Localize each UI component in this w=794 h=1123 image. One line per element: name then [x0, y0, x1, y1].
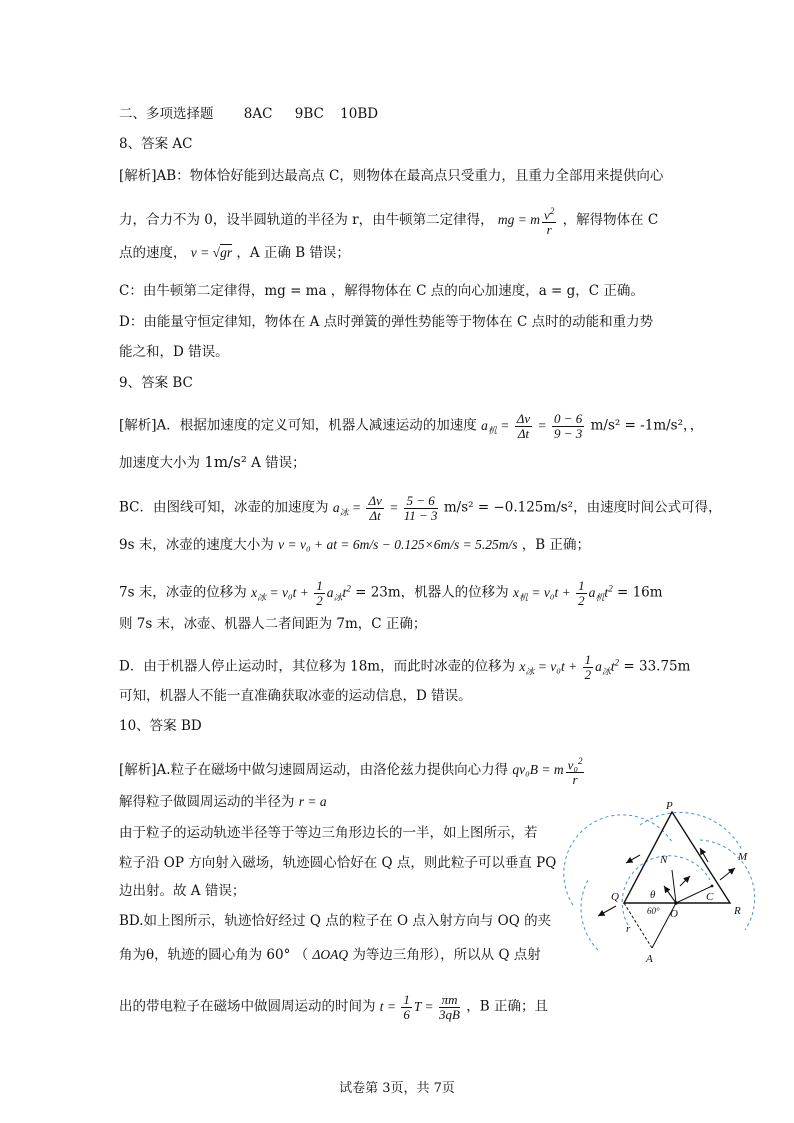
- answer-10: 10BD: [340, 106, 379, 122]
- label-theta: θ: [650, 889, 656, 901]
- q10-line-4: 粒子沿 OP 方向射入磁场，轨迹圆心恰好在 Q 点，则此粒子可以垂直 PQ: [119, 855, 557, 871]
- label-c: C: [706, 891, 714, 903]
- q8-line-6: 能之和，D 错误。: [119, 344, 229, 360]
- arrow-4: [598, 906, 616, 916]
- trajectory-arcs: [564, 812, 755, 950]
- q9-title: 9、答案 BC: [119, 375, 193, 391]
- q8-line-5: D：由能量守恒定律知，物体在 A 点时弹簧的弹性势能等于物体在 C 点时的动能和重力势: [119, 314, 654, 330]
- q10-line-6: BD.如上图所示，轨迹恰好经过 Q 点的粒子在 O 点入射方向与 OQ 的夹: [119, 913, 552, 929]
- q10-line-3: 由于粒子的运动轨迹半径等于等边三角形边长的一半，如上图所示，若: [119, 825, 538, 841]
- q9-line-5: 7s 末，冰壶的位移为 $x_冰 = v_0t$ + $\frac{1}{2}$ $a_冰t^2 = 23m$，机器人的位移为 $x_机 = v_0t$ + $\frac{1}{2}$ $a_机t^2 = 16m$: [119, 577, 663, 608]
- q9-line-4: 9s 末，冰壶的速度大小为 v = v₀ + at = 6m/s − 0.125×6m/s = 5.25m/s ，B 正确；: [119, 537, 590, 553]
- label-o: O: [670, 908, 678, 920]
- triangle-outline: [624, 812, 730, 903]
- point-o: [674, 901, 678, 905]
- q9-line-2: 加速度大小为 1m/s² A 错误；: [119, 453, 306, 471]
- q8-line-4: C：由牛顿第二定律得，mg = ma ，解得物体在 C 点的向心加速度，a = g，C 正确。: [119, 283, 644, 299]
- arrow-1: [626, 855, 640, 863]
- label-r-vertex: R: [734, 905, 741, 917]
- q10-line-1: [解析]A.粒子在磁场中做匀速圆周运动，由洛伦兹力提供向心力得 qv₀B = m $\frac{v_0^2}{r}$: [119, 754, 586, 787]
- arc-inner: [622, 856, 710, 925]
- label-n: N: [660, 854, 668, 866]
- q10-line-5: 边出射。故 A 错误；: [119, 883, 246, 899]
- magnetic-field-figure: [560, 795, 760, 975]
- q9-formula-curling-disp: $x_冰 = v_0t$ + $\frac{1}{2}$ $a_冰t^2$: [251, 577, 351, 608]
- q9-line-1: [解析]A．根据加速度的定义可知，机器人减速运动的加速度 $a_机$ = $\frac{\Delta v}{\Delta t}$ = $\frac{0 - 6}{9 - 3}$ m/s² = -1m/s²，，: [119, 411, 704, 441]
- q10-formula-time: t = $\frac{1}{6}$ T = $\frac{\pi m}{3qB}$: [379, 992, 460, 1022]
- arc-bottom: [581, 880, 598, 950]
- label-p: P: [666, 800, 673, 812]
- q10-line-7: 角为θ，轨迹的圆心角为 60° （ ΔOAQ 为等边三角形），所以从 Q 点射: [119, 947, 541, 963]
- q8-line-3: 点的速度， v = √gr ，A 正确 B 错误；: [119, 245, 350, 261]
- section-heading: 二、多项选择题 8AC 9BC 10BD: [119, 106, 379, 122]
- q8-line-2: 力，合力不为 0，设半圆轨道的半径为 r，由牛顿第二定律得， mg = m $\frac{v^2}{r}$ ，解得物体在 C: [119, 206, 659, 238]
- q9-line-7: D．由于机器人停止运动时，其位移为 18m，而此时冰壶的位移为 $x_冰 = v_0t$ + $\frac{1}{2}$ $a_冰t^2 = 33.75m$: [119, 651, 691, 682]
- page-footer: 试卷第 3页，共 7页: [339, 1081, 455, 1096]
- q10-line-8: 出的带电粒子在磁场中做圆周运动的时间为 t = $\frac{1}{6}$ T = $\frac{\pi m}{3qB}$ ，B 正确；且: [119, 992, 549, 1022]
- label-a: A: [646, 953, 653, 965]
- arrow-3: [720, 868, 735, 880]
- helper-lines: [624, 870, 712, 948]
- q8-formula-velocity: v = √gr: [190, 245, 233, 260]
- triangle-pqr: [624, 812, 730, 903]
- label-60: 60°: [647, 906, 660, 916]
- answer-9: 9BC: [294, 106, 324, 122]
- point-c: [711, 885, 714, 888]
- q8-formula-newton: mg = m $\frac{v^2}{r}$: [497, 206, 555, 238]
- q9-formula-curling-accel: $a_冰$ = $\frac{\Delta v}{\Delta t}$ = $\frac{5 - 6}{11 - 3}$: [332, 493, 438, 523]
- answer-8: 8AC: [243, 106, 273, 122]
- label-m: M: [738, 851, 748, 863]
- label-q: Q: [611, 891, 619, 903]
- q9-line-6: 则 7s 末，冰壶、机器人二者间距为 7m，C 正确；: [119, 616, 427, 632]
- q8-title: 8、答案 AC: [119, 136, 193, 152]
- q8-line-1: [解析]AB：物体恰好能到达最高点 C，则物体在最高点只受重力，且重力全部用来提供向心: [119, 168, 664, 184]
- label-r-radius: r: [626, 923, 631, 935]
- arrow-2: [700, 848, 708, 862]
- q9-formula-curling-disp-2: $x_冰 = v_0t$ + $\frac{1}{2}$ $a_冰t^2$: [519, 651, 620, 682]
- q10-line-2: 解得粒子做圆周运动的半径为 r = a: [119, 794, 327, 810]
- q9-formula-robot-accel: $a_机$ = $\frac{\Delta v}{\Delta t}$ = $\frac{0 - 6}{9 - 3}$: [481, 411, 583, 441]
- q10-title: 10、答案 BD: [119, 718, 202, 734]
- q9-line-3: BC．由图线可知，冰壶的加速度为 $a_冰$ = $\frac{\Delta v}{\Delta t}$ = $\frac{5 - 6}{11 - 3}$ m/s² = −0.125m/s²，由速度时间公式可得，: [119, 493, 722, 523]
- arrow-6: [680, 876, 690, 886]
- q9-formula-robot-disp: $x_机 = v_0t$ + $\frac{1}{2}$ $a_机t^2$: [512, 577, 613, 608]
- q10-formula-lorentz: qv₀B = m $\frac{v_0^2}{r}$: [512, 756, 583, 788]
- q9-line-8: 可知，机器人不能一直准确获取冰壶的运动信息，D 错误。: [119, 688, 472, 704]
